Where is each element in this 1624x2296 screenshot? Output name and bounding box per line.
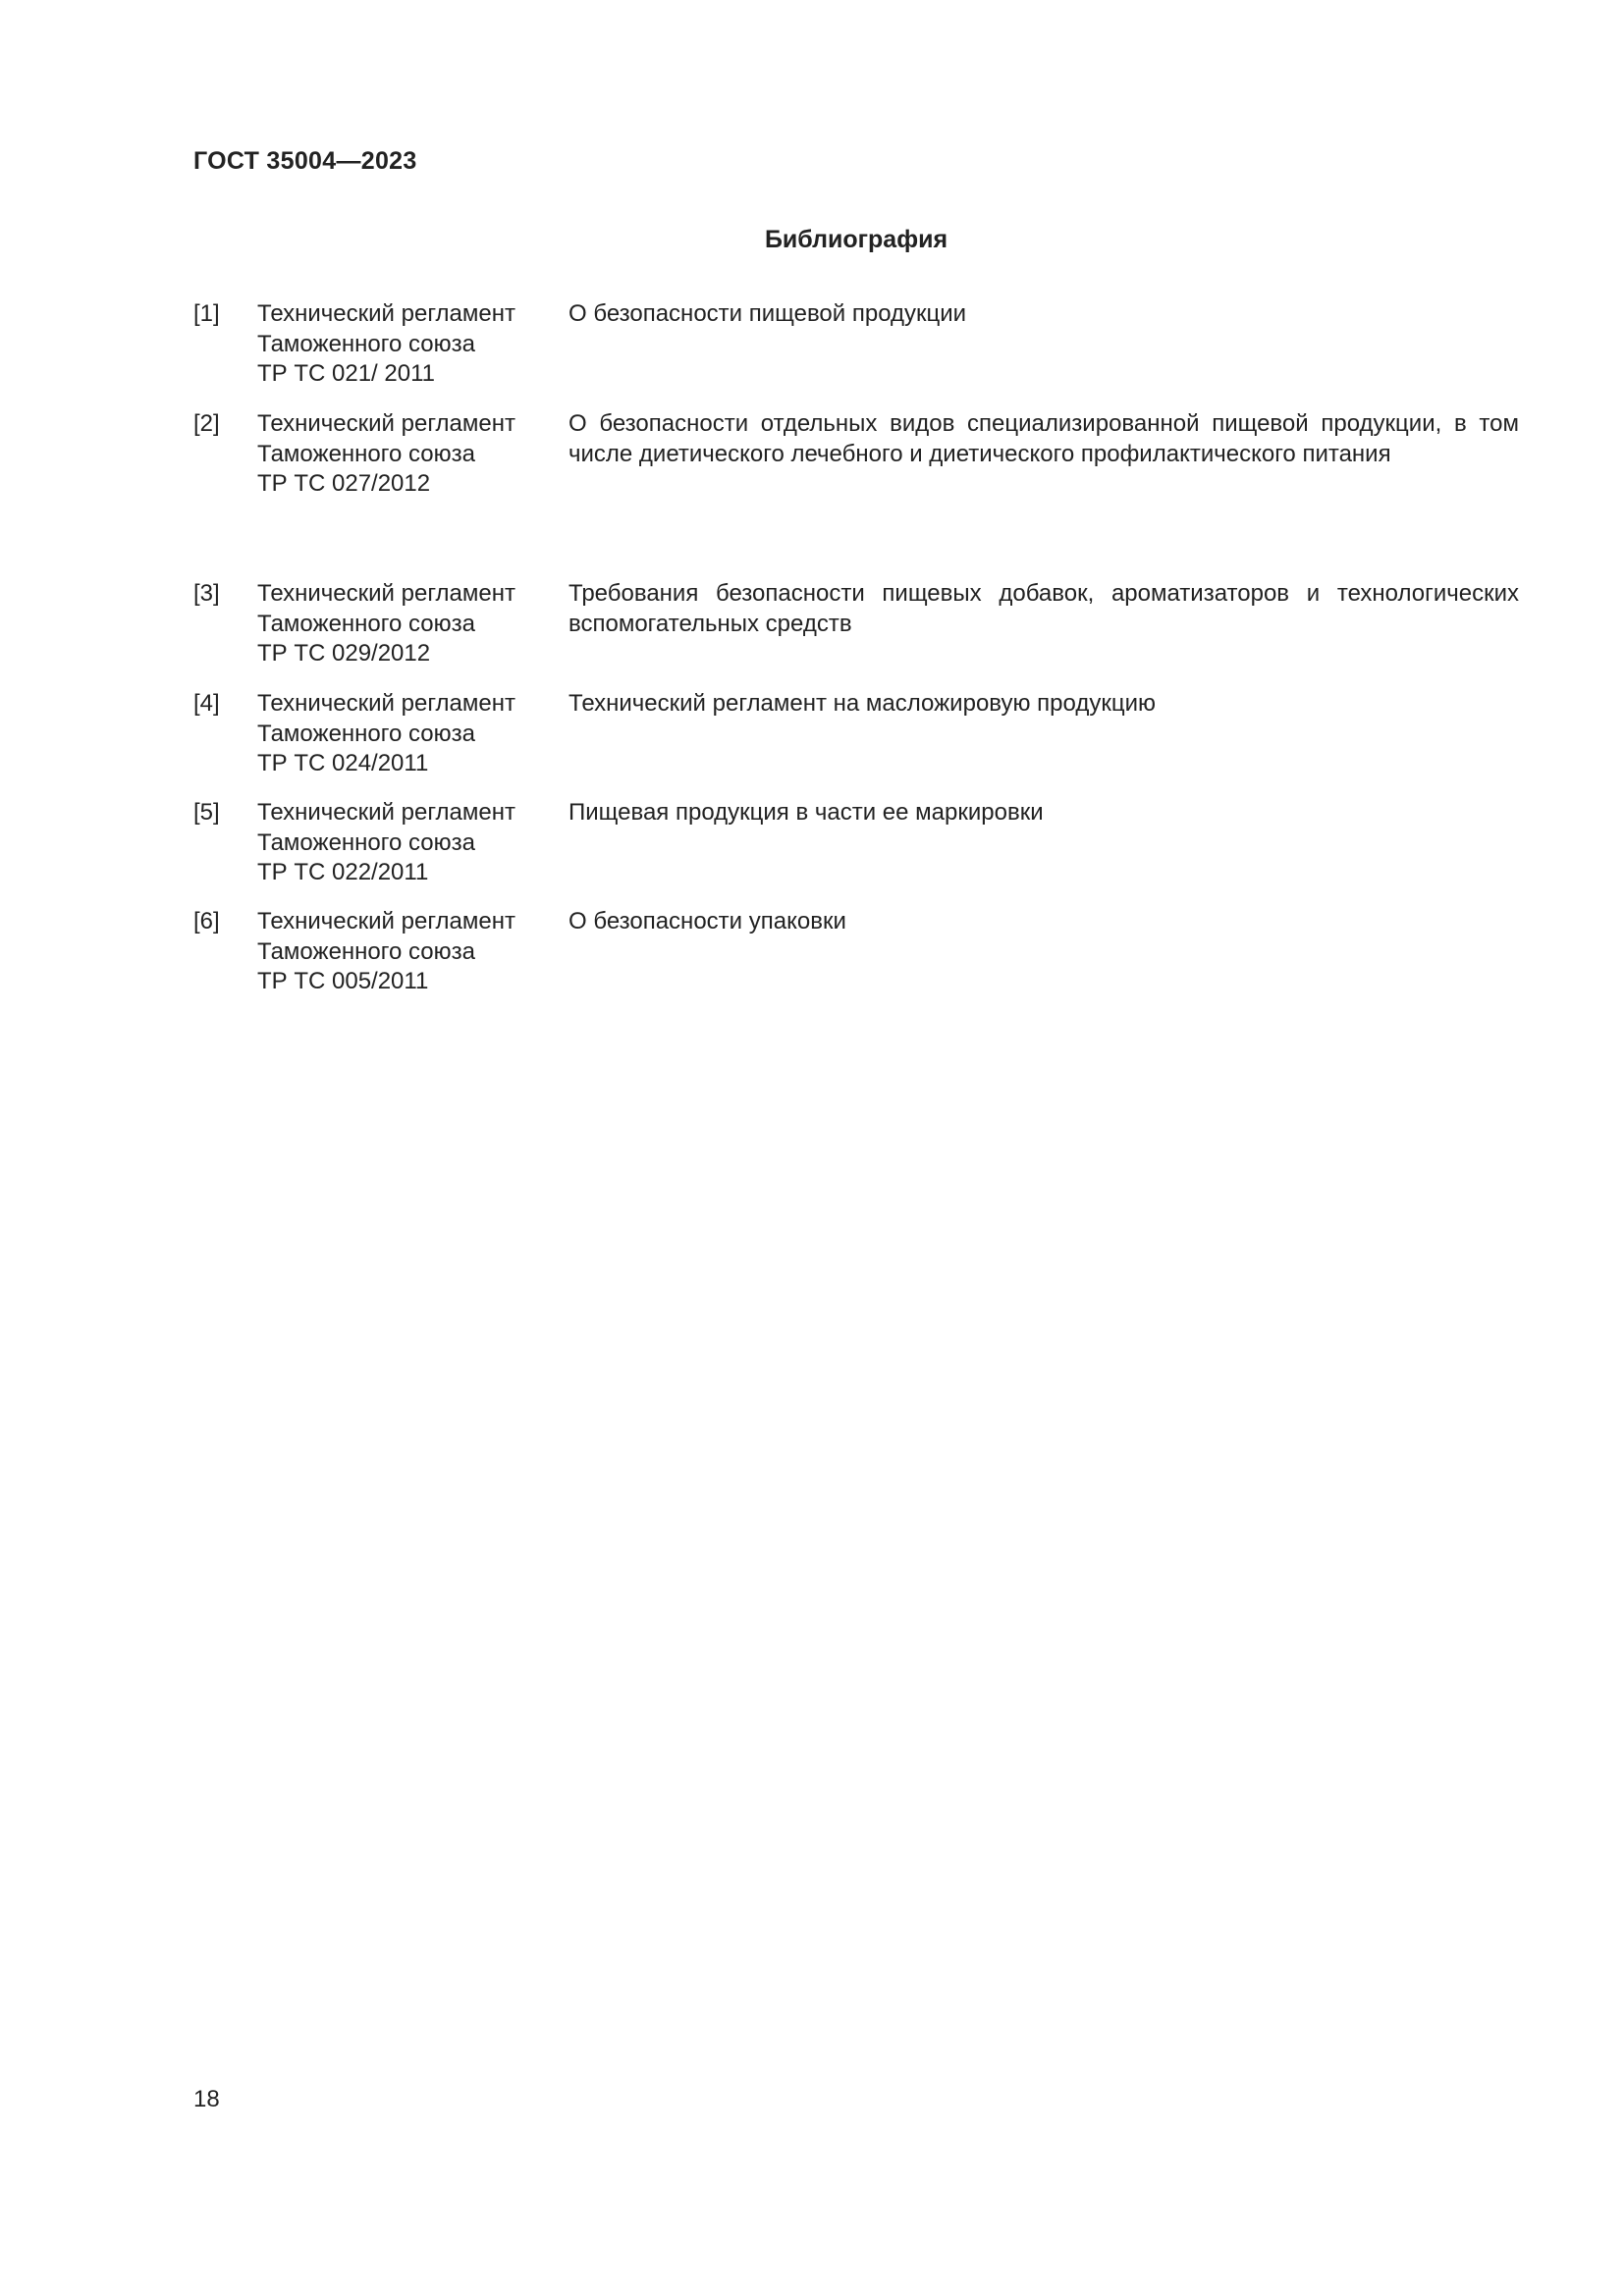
source-line: Технический регламент (257, 300, 515, 327)
entry-source (257, 689, 552, 779)
document-header: ГОСТ 35004—2023 (193, 147, 417, 175)
bibliography-entry-6 (193, 907, 1519, 1005)
source-code: ТР ТС 022/2011 (257, 859, 429, 885)
source-line: Таможенного союза (257, 610, 475, 637)
source-line: Технический регламент (257, 580, 515, 607)
bibliography-entry-5 (193, 798, 1519, 907)
bibliography-entry-2 (193, 409, 1519, 579)
entry-source (257, 299, 552, 390)
source-line: Таможенного союза (257, 720, 475, 747)
bibliography-entry-4 (193, 689, 1519, 798)
bibliography-entry-1 (193, 299, 1519, 409)
entry-title: Требования безопасности пищевых добавок, ароматизаторов и технологических вспомогательных средств (568, 580, 1519, 637)
source-line: Таможенного союза (257, 330, 475, 357)
entry-number: [4] (193, 690, 220, 717)
source-line: Технический регламент (257, 799, 515, 826)
entry-title: О безопасности упаковки (568, 908, 846, 934)
source-line: Технический регламент (257, 690, 515, 717)
bibliography-list (193, 299, 1519, 1005)
source-line: Технический регламент (257, 908, 515, 934)
entry-title: Пищевая продукция в части ее маркировки (568, 799, 1044, 826)
bibliography-entry-3 (193, 579, 1519, 689)
page-number: 18 (193, 2086, 220, 2112)
entry-title: О безопасности отдельных видов специализированной пищевой продукции, в том числе диетического лечебного и диетического профилактического питания (568, 410, 1519, 467)
source-code: ТР ТС 005/2011 (257, 968, 429, 994)
bibliography-title: Библиография (764, 226, 948, 253)
entry-number: [3] (193, 580, 220, 607)
source-code: ТР ТС 027/2012 (257, 470, 431, 497)
source-line: Таможенного союза (257, 828, 475, 856)
entry-source (257, 798, 552, 888)
entry-number: [1] (193, 300, 220, 327)
source-code: ТР ТС 029/2012 (257, 640, 431, 667)
source-line: Таможенного союза (257, 440, 475, 467)
entry-source (257, 579, 552, 669)
entry-number: [5] (193, 799, 220, 826)
entry-source (257, 409, 552, 500)
source-code: ТР ТС 024/2011 (257, 750, 429, 776)
entry-number: [2] (193, 410, 220, 437)
entry-number: [6] (193, 908, 220, 934)
source-code: ТР ТС 021/ 2011 (257, 360, 435, 387)
entry-title: О безопасности пищевой продукции (568, 300, 967, 327)
entry-source (257, 907, 552, 997)
entry-title: Технический регламент на масложировую продукцию (568, 690, 1156, 717)
source-line: Таможенного союза (257, 937, 475, 965)
source-line: Технический регламент (257, 410, 515, 437)
